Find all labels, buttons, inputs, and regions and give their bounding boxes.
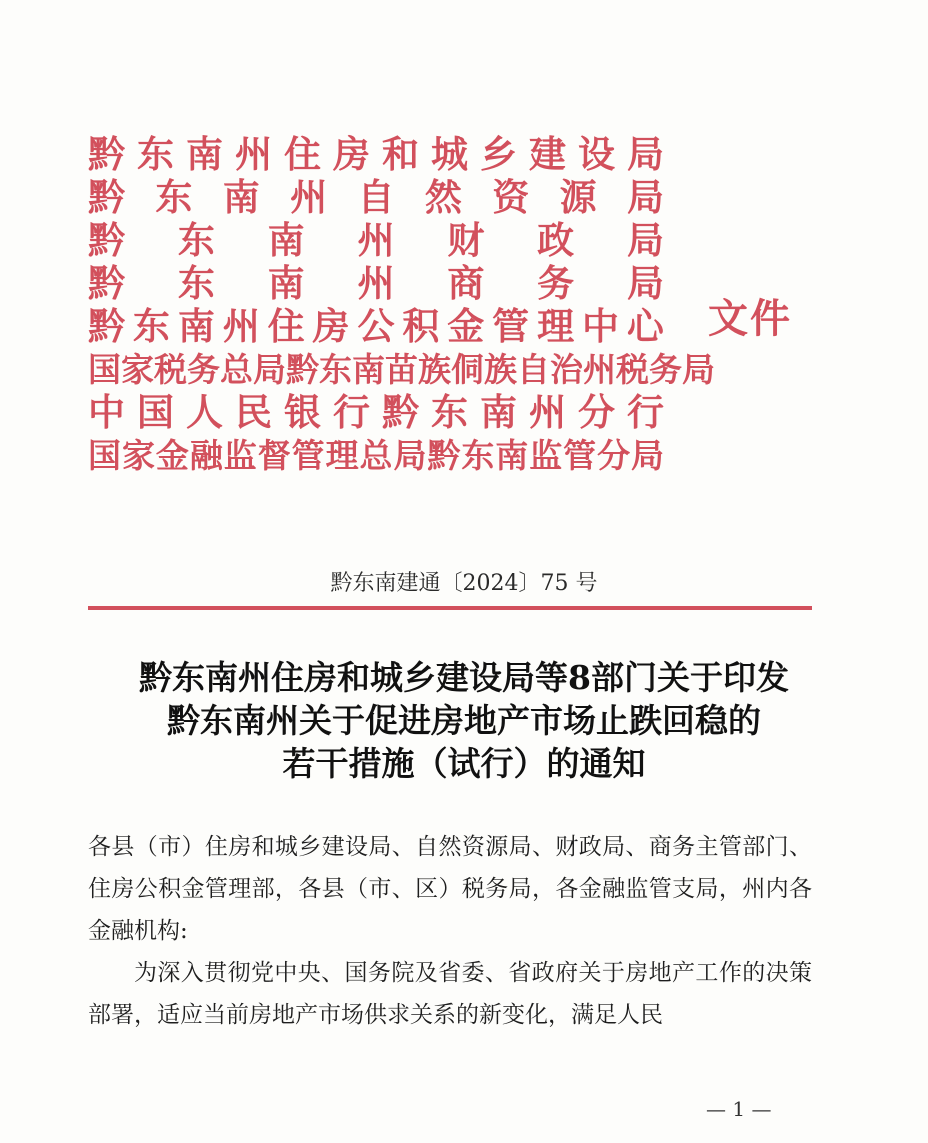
issuer-char: 总	[359, 436, 393, 475]
issuer-char: 务	[537, 261, 575, 305]
issuer-char: 州	[357, 261, 395, 305]
issuer-char: 中	[88, 390, 125, 434]
issuer-char: 管	[563, 436, 597, 475]
issuer-char: 侗	[451, 350, 484, 389]
issuer-char: 局	[627, 175, 664, 219]
issuer-char: 源	[559, 175, 597, 219]
issuer-char: 自	[357, 175, 395, 219]
page-number: — 1 —	[706, 1097, 772, 1121]
title-line: 黔东南州关于促进房地产市场止跌回稳的	[167, 701, 761, 740]
issuer-char: 和	[382, 132, 419, 176]
issuer-char: 务	[187, 350, 220, 389]
issuer-line	[88, 434, 664, 477]
issuer-char: 管	[291, 436, 325, 475]
body-paragraph: 为深入贯彻党中央、国务院及省委、省政府关于房地产工作的决策部署，适应当前房地产市场供求关系的新变化，满足人民	[88, 960, 812, 1028]
issuer-char: 南	[352, 350, 385, 389]
issuer-char: 黔	[286, 350, 319, 389]
issuer-line	[88, 391, 664, 434]
issuer-char: 东	[177, 261, 215, 305]
document-title	[0, 656, 928, 785]
issuer-char: 务	[649, 350, 682, 389]
issuer-char: 人	[186, 390, 223, 434]
issuer-char: 政	[537, 218, 575, 262]
issuer-char: 州	[357, 218, 395, 262]
issuer-char: 管	[492, 304, 530, 348]
issuing-agencies	[88, 132, 715, 477]
issuer-char: 家	[121, 436, 155, 475]
issuer-char: 银	[284, 390, 321, 434]
issuer-char: 家	[121, 350, 154, 389]
title-line: 黔东南州住房和城乡建设局等8部门关于印发	[139, 658, 789, 697]
issuer-line	[88, 219, 664, 262]
issuer-char: 南	[267, 218, 305, 262]
issuer-char: 黔	[88, 175, 125, 219]
document-number: 黔东南建通〔2024〕75 号	[330, 571, 598, 596]
issuer-char: 东	[137, 132, 174, 176]
issuer-char: 局	[682, 350, 715, 389]
issuer-char: 然	[424, 175, 462, 219]
issuer-char: 税	[154, 350, 187, 389]
issuer-char: 理	[537, 304, 575, 348]
issuer-char: 南	[222, 175, 260, 219]
issuer-char: 东	[177, 218, 215, 262]
issuer-char: 财	[447, 218, 485, 262]
issuer-char: 国	[88, 350, 121, 389]
issuer-char: 分	[597, 436, 631, 475]
issuer-char: 南	[480, 390, 517, 434]
issuer-char: 南	[495, 436, 529, 475]
issuer-char: 族	[418, 350, 451, 389]
issuer-char: 中	[581, 304, 619, 348]
red-divider	[88, 606, 812, 610]
issuer-char: 国	[88, 436, 121, 475]
issuer-char: 行	[627, 390, 664, 434]
issuer-char: 城	[431, 132, 468, 176]
issuer-char: 公	[357, 304, 395, 348]
issuer-char: 南	[267, 261, 305, 305]
issuer-char: 商	[447, 261, 485, 305]
addressees: 各县（市）住房和城乡建设局、自然资源局、财政局、商务主管部门、住房公积金管理部，各县（市、区）税务局，各金融监管支局，州内各金融机构:	[88, 834, 812, 944]
issuer-char: 乡	[480, 132, 517, 176]
issuer-char: 监	[223, 436, 257, 475]
issuer-char: 局	[626, 261, 664, 305]
issuer-char: 黔	[382, 390, 419, 434]
issuer-char: 建	[529, 132, 566, 176]
issuer-line	[88, 176, 664, 219]
issuer-char: 东	[132, 304, 170, 348]
issuer-char: 积	[402, 304, 440, 348]
issuer-char: 局	[627, 132, 664, 176]
issuer-char: 南	[186, 132, 223, 176]
issuer-line	[88, 133, 664, 176]
issuer-char: 苗	[385, 350, 418, 389]
issuer-char: 督	[257, 436, 291, 475]
issuer-char: 融	[189, 436, 223, 475]
issuer-char: 黔	[88, 218, 125, 262]
issuer-char: 局	[631, 436, 664, 475]
issuer-char: 监	[529, 436, 563, 475]
issuer-char: 房	[312, 304, 350, 348]
issuer-char: 东	[319, 350, 352, 389]
issuer-char: 局	[393, 436, 427, 475]
issuer-char: 州	[235, 132, 272, 176]
issuer-char: 治	[550, 350, 583, 389]
issuer-line	[88, 305, 664, 348]
issuer-char: 理	[325, 436, 359, 475]
issuer-char: 住	[267, 304, 305, 348]
issuer-char: 东	[155, 175, 193, 219]
issuer-char: 分	[578, 390, 615, 434]
issuer-char: 黔	[88, 261, 125, 305]
document-body	[88, 826, 812, 1036]
issuer-char: 州	[222, 304, 260, 348]
issuer-char: 民	[235, 390, 272, 434]
issuer-char: 心	[626, 304, 664, 348]
issuer-char: 黔	[88, 304, 125, 348]
issuer-char: 房	[333, 132, 370, 176]
issuer-char: 行	[333, 390, 370, 434]
issuer-char: 州	[583, 350, 616, 389]
issuer-char: 东	[431, 390, 468, 434]
issuer-char: 族	[484, 350, 517, 389]
issuer-char: 黔	[427, 436, 461, 475]
title-line: 若干措施（试行）的通知	[282, 744, 646, 783]
issuer-char: 东	[461, 436, 495, 475]
issuer-line	[88, 348, 715, 391]
issuer-char: 金	[155, 436, 189, 475]
issuer-char: 资	[492, 175, 530, 219]
issuer-char: 州	[290, 175, 328, 219]
issuer-char: 自	[517, 350, 550, 389]
issuer-char: 总	[220, 350, 253, 389]
issuer-char: 国	[137, 390, 174, 434]
issuer-line	[88, 262, 664, 305]
issuer-char: 黔	[88, 132, 125, 176]
issuer-char: 住	[284, 132, 321, 176]
document-label: 文件	[708, 295, 792, 342]
issuer-char: 局	[626, 218, 664, 262]
issuer-char: 南	[177, 304, 215, 348]
issuer-char: 局	[253, 350, 286, 389]
issuer-char: 州	[529, 390, 566, 434]
issuer-char: 设	[578, 132, 615, 176]
issuer-char: 税	[616, 350, 649, 389]
issuer-char: 金	[447, 304, 485, 348]
